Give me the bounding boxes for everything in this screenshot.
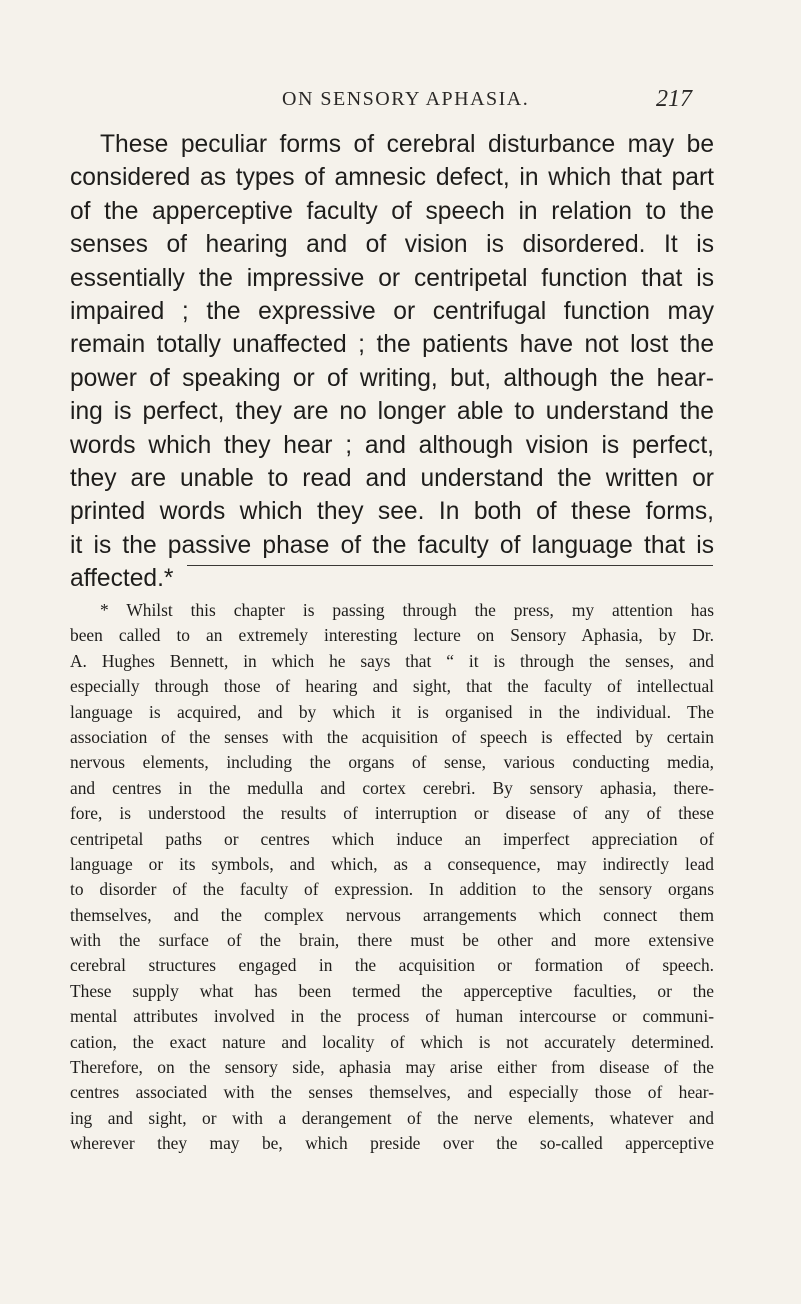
footnote-line: ing and sight, or with a derangement of the nerve elements, whatever and [70,1107,714,1128]
footnote-line: association of the senses with the acquisition of speech is effected by certain [70,726,714,747]
body-line: they are unable to read and understand the written or [70,464,714,492]
footnote-line: to disorder of the faculty of expression. In addition to the sensory organs [70,879,714,900]
footnote-separator-rule [187,565,713,566]
running-head [0,88,801,118]
body-line: ing is perfect, they are no longer able to understand the [70,398,714,426]
page-number: 217 [656,86,692,112]
footnote-line: A. Hughes Bennett, in which he says that “ it is through the senses, and [70,650,714,671]
body-line: of the apperceptive faculty of speech in relation to the [70,197,714,225]
body-line: printed words which they see. In both of these forms, [70,498,714,526]
footnote-line: with the surface of the brain, there must be other and more extensive [70,930,714,951]
body-paragraph [70,128,714,595]
footnote-line: and centres in the medulla and cortex cerebri. By sensory aphasia, there- [70,777,714,798]
footnote-line: language is acquired, and by which it is organised in the individual. The [70,701,714,722]
footnote-line: nervous elements, including the organs of sense, various conducting media, [70,752,714,773]
footnote-line: themselves, and the complex nervous arrangements which connect them [70,904,714,925]
body-line: essentially the impressive or centripetal function that is [70,264,714,292]
footnote-line: mental attributes involved in the process of human intercourse or communi- [70,1006,714,1027]
footnote-line: wherever they may be, which preside over the so-called apperceptive [70,1133,714,1154]
footnote-line: These supply what has been termed the apperceptive faculties, or the [70,980,714,1001]
footnote-line: especially through those of hearing and sight, that the faculty of intellectual [70,676,714,697]
footnote [70,598,714,1157]
footnote-line: language or its symbols, and which, as a consequence, may indirectly lead [70,853,714,874]
body-line: considered as types of amnesic defect, in which that part [70,164,714,192]
footnote-line: fore, is understood the results of interruption or disease of any of these [70,803,714,824]
footnote-line: * Whilst this chapter is passing through the press, my attention has [100,600,714,620]
footnote-line: Therefore, on the sensory side, aphasia may arise either from disease of the [70,1057,714,1078]
footnote-line: centres associated with the senses themselves, and especially those of hear- [70,1082,714,1103]
body-line: remain totally unaffected ; the patients have not lost the [70,331,714,359]
body-line: These peculiar forms of cerebral disturbance may be [100,131,714,158]
body-line: senses of hearing and of vision is disordered. It is [70,231,714,259]
footnote-line: been called to an extremely interesting lecture on Sensory Aphasia, by Dr. [70,625,714,646]
footnote-line: centripetal paths or centres which induce an imperfect appreciation of [70,828,714,849]
running-title: ON SENSORY APHASIA. [282,88,530,110]
body-line: power of speaking or of writing, but, although the hear- [70,364,714,392]
body-line: impaired ; the expressive or centrifugal function may [70,297,714,325]
body-line: words which they hear ; and although vision is perfect, [70,431,714,459]
body-line: affected.* [70,565,174,593]
body-line: it is the passive phase of the faculty of language that is [70,531,714,559]
footnote-line: cerebral structures engaged in the acquisition or formation of speech. [70,955,714,976]
footnote-line: cation, the exact nature and locality of which is not accurately determined. [70,1031,714,1052]
